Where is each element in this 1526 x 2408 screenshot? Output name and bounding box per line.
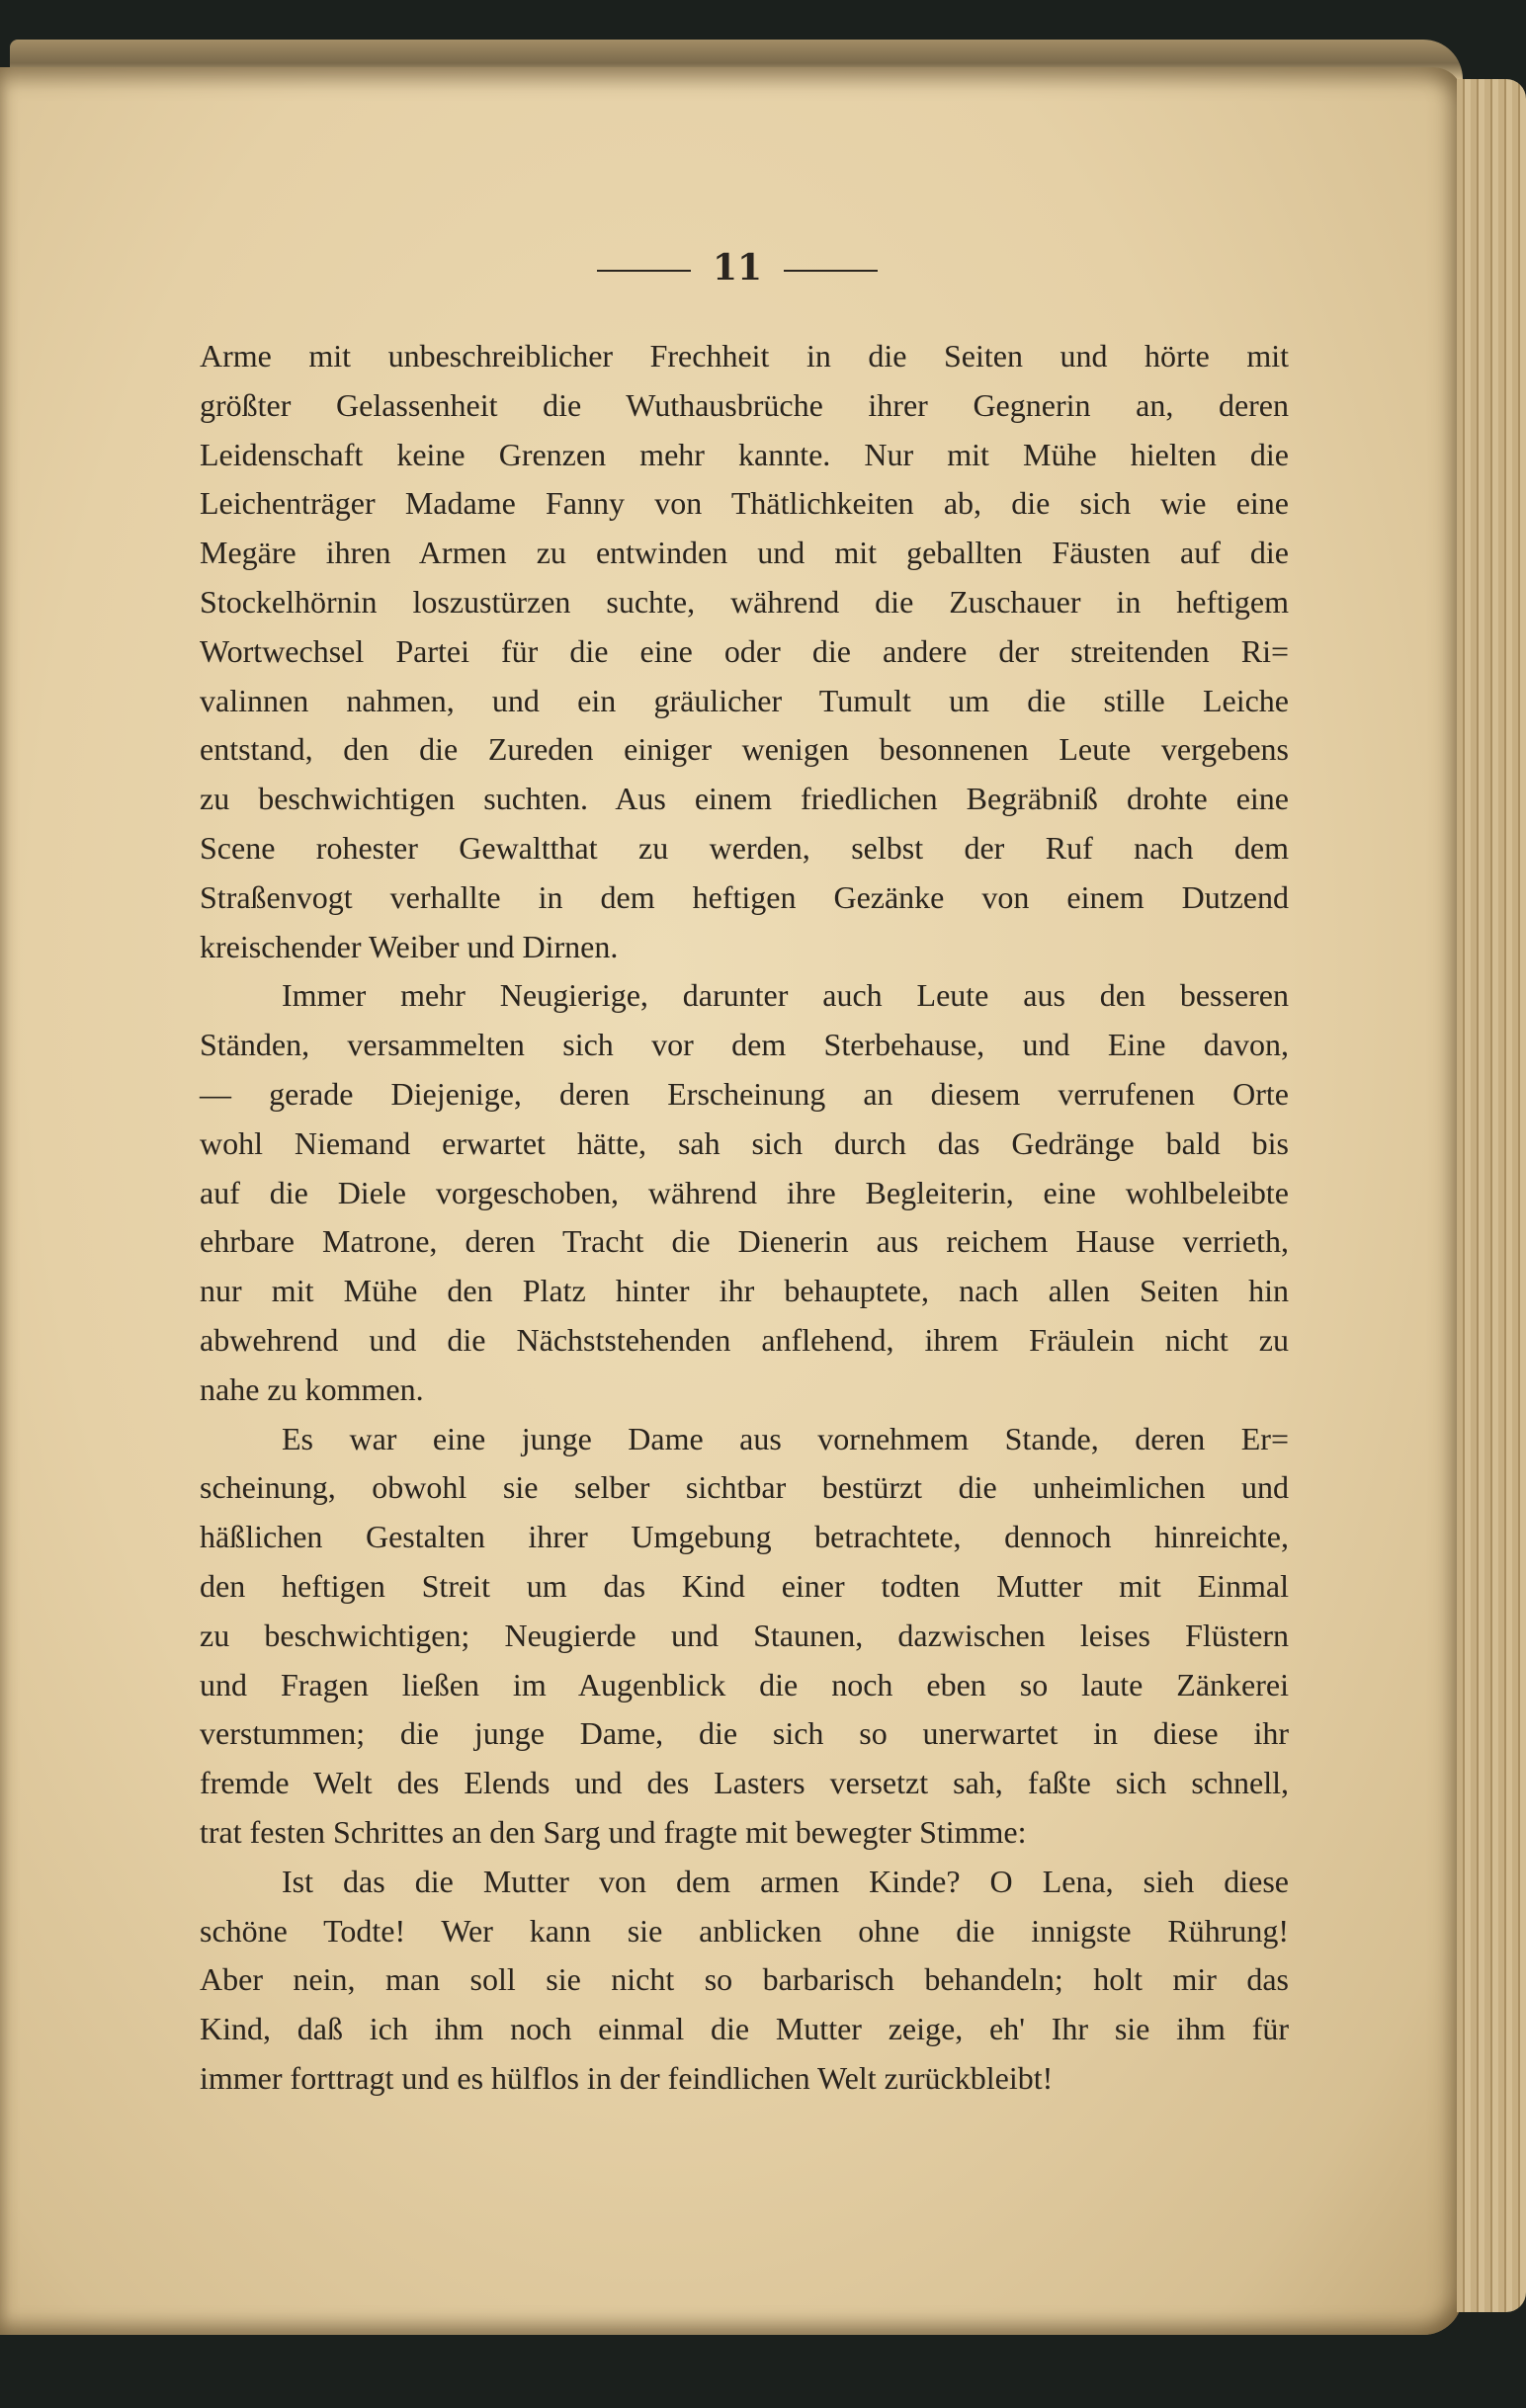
page-number: [0, 247, 1475, 289]
text-line: — gerade Diejenige, deren Erscheinung an diesem verrufenen Orte: [200, 1075, 1289, 1112]
text-line: auf die Diele vorgeschoben, während ihre Begleiterin, eine wohlbeleibte: [200, 1174, 1289, 1210]
text-line: zu beschwichtigen; Neugierde und Staunen, dazwischen leises Flüstern: [200, 1617, 1289, 1653]
book-page-edges: [1457, 79, 1526, 2312]
text-line: abwehrend und die Nächststehenden anflehend, ihrem Fräulein nicht zu: [200, 1321, 1289, 1358]
text-line: Stockelhörnin loszustürzen suchte, während die Zuschauer in heftigem: [200, 583, 1289, 620]
text-line: Leichenträger Madame Fanny von Thätlichkeiten ab, die sich wie eine: [200, 485, 1289, 522]
text-line: trat festen Schrittes an den Sarg und fragte mit bewegter Stimme:: [200, 1813, 1027, 1850]
text-line: nur mit Mühe den Platz hinter ihr behauptete, nach allen Seiten hin: [200, 1273, 1289, 1309]
text-line: Scene rohester Gewaltthat zu werden, selbst der Ruf nach dem: [200, 829, 1289, 866]
text-line: Leidenschaft keine Grenzen mehr kannte. Nur mit Mühe hielten die: [200, 436, 1289, 472]
text-line: schöne Todte! Wer kann sie anblicken ohne die innigste Rührung!: [200, 1912, 1289, 1949]
text-line: Aber nein, man soll sie nicht so barbarisch behandeln; holt mir das: [200, 1961, 1289, 1998]
page-number-text: 11: [712, 247, 763, 289]
text-line: entstand, den die Zureden einiger wenigen besonnenen Leute vergebens: [200, 731, 1289, 768]
text-line: Arme mit unbeschreiblicher Frechheit in die Seiten und hörte mit: [200, 338, 1289, 374]
text-line: valinnen nahmen, und ein gräulicher Tumult um die stille Leiche: [200, 682, 1289, 718]
text-line: zu beschwichtigen suchten. Aus einem friedlichen Begräbniß drohte eine: [200, 781, 1289, 817]
text-line: Straßenvogt verhallte in dem heftigen Gezänke von einem Dutzend: [200, 878, 1289, 915]
text-line: kreischender Weiber und Dirnen.: [200, 928, 619, 964]
text-line: und Fragen ließen im Augenblick die noch eben so laute Zänkerei: [200, 1666, 1289, 1702]
text-line: Megäre ihren Armen zu entwinden und mit geballten Fäusten auf die: [200, 535, 1289, 571]
text-line: Kind, daß ich ihm noch einmal die Mutter zeige, eh' Ihr sie ihm für: [200, 2011, 1289, 2047]
text-line: ehrbare Matrone, deren Tracht die Dienerin aus reichem Hause verrieth,: [200, 1223, 1289, 1260]
text-line: den heftigen Streit um das Kind einer todten Mutter mit Einmal: [200, 1567, 1289, 1604]
dash-left: [597, 270, 691, 272]
text-line: wohl Niemand erwartet hätte, sah sich durch das Gedränge bald bis: [200, 1124, 1289, 1161]
text-line: häßlichen Gestalten ihrer Umgebung betrachtete, dennoch hinreichte,: [200, 1519, 1289, 1555]
text-line: Ständen, versammelten sich vor dem Sterbehause, und Eine davon,: [200, 1027, 1289, 1063]
text-line: scheinung, obwohl sie selber sichtbar bestürzt die unheimlichen und: [200, 1469, 1289, 1506]
text-line: Es war eine junge Dame aus vornehmem Stande, deren Er=: [282, 1420, 1289, 1456]
text-line: Immer mehr Neugierige, darunter auch Leute aus den besseren: [282, 977, 1289, 1014]
text-line: verstummen; die junge Dame, die sich so unerwartet in diese ihr: [200, 1715, 1289, 1752]
text-line: immer forttragt und es hülflos in der feindlichen Welt zurückbleibt!: [200, 2059, 1054, 2096]
text-line: Ist das die Mutter von dem armen Kinde? O Lena, sieh diese: [282, 1863, 1289, 1899]
text-line: größter Gelassenheit die Wuthausbrüche ihrer Gegnerin an, deren: [200, 386, 1289, 423]
text-line: nahe zu kommen.: [200, 1370, 424, 1407]
text-line: Wortwechsel Partei für die eine oder die andere der streitenden Ri=: [200, 632, 1289, 669]
dash-right: [784, 270, 878, 272]
body-text: [200, 332, 1289, 2104]
text-line: fremde Welt des Elends und des Lasters versetzt sah, faßte sich schnell,: [200, 1765, 1289, 1801]
